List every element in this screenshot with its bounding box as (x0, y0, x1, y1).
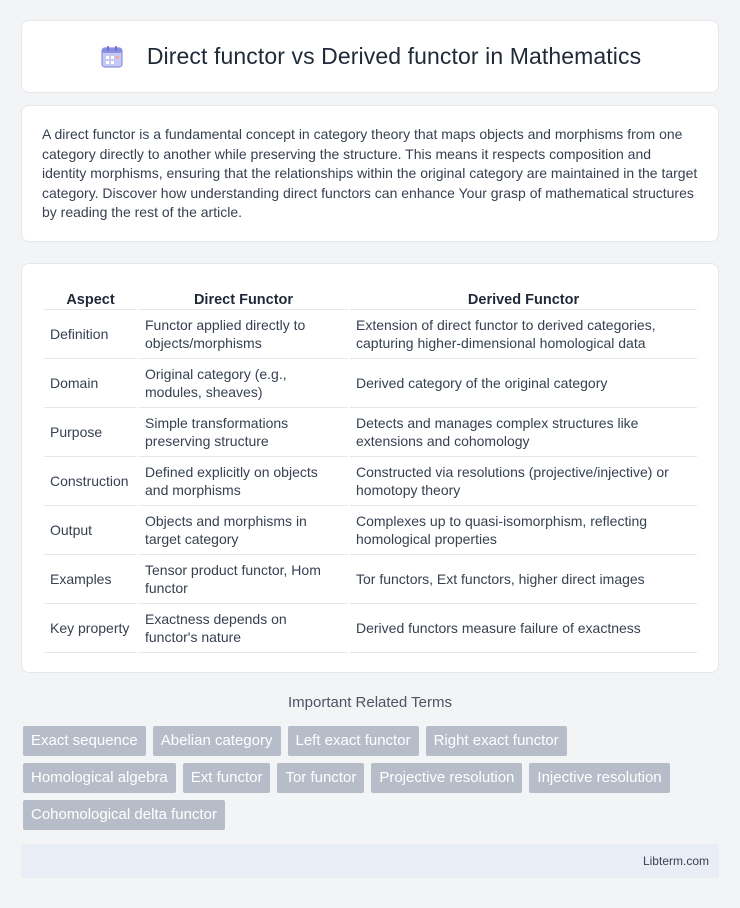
tag-tor-functor[interactable]: Tor functor (277, 763, 364, 793)
row-derived: Extension of direct functor to derived categories, capturing higher-dimensional homological data (350, 310, 697, 359)
table-row (44, 506, 697, 555)
table-row (44, 310, 697, 359)
page-title: Direct functor vs Derived functor in Mathematics (146, 43, 642, 69)
header-card (21, 20, 719, 93)
tag-projective-resolution[interactable]: Projective resolution (371, 763, 522, 793)
row-aspect: Purpose (44, 408, 137, 457)
row-direct: Simple transformations preserving structure (139, 408, 348, 457)
row-aspect: Definition (44, 310, 137, 359)
row-derived: Detects and manages complex structures like extensions and cohomology (350, 408, 697, 457)
table-row (44, 555, 697, 604)
row-derived: Derived functors measure failure of exactness (350, 604, 697, 653)
row-aspect: Domain (44, 359, 137, 408)
row-aspect: Examples (44, 555, 137, 604)
row-direct: Defined explicitly on objects and morphisms (139, 457, 348, 506)
row-derived: Constructed via resolutions (projective/injective) or homotopy theory (350, 457, 697, 506)
row-direct: Original category (e.g., modules, sheaves) (139, 359, 348, 408)
tag-ext-functor[interactable]: Ext functor (183, 763, 271, 793)
table-header-row (44, 284, 697, 310)
row-aspect: Construction (44, 457, 137, 506)
table-row (44, 359, 697, 408)
comparison-table (42, 284, 699, 653)
row-direct: Objects and morphisms in target category (139, 506, 348, 555)
tag-abelian-category[interactable]: Abelian category (153, 726, 281, 756)
tag-right-exact-functor[interactable]: Right exact functor (426, 726, 567, 756)
tag-homological-algebra[interactable]: Homological algebra (23, 763, 176, 793)
table-row (44, 457, 697, 506)
tag-exact-sequence[interactable]: Exact sequence (23, 726, 146, 756)
table-row (44, 408, 697, 457)
column-header-aspect: Aspect (44, 284, 137, 310)
table-row (44, 604, 697, 653)
footer-site-link[interactable]: Libterm.com (642, 854, 709, 868)
tag-injective-resolution[interactable]: Injective resolution (529, 763, 669, 793)
comparison-card (21, 263, 719, 673)
related-terms-title: Important Related Terms (288, 694, 452, 711)
row-direct: Functor applied directly to objects/morphisms (139, 310, 348, 359)
related-terms-list (23, 726, 723, 830)
row-derived: Complexes up to quasi-isomorphism, reflecting homological properties (350, 506, 697, 555)
tag-left-exact-functor[interactable]: Left exact functor (288, 726, 419, 756)
row-derived: Derived category of the original category (350, 359, 697, 408)
row-direct: Tensor product functor, Hom functor (139, 555, 348, 604)
calendar-icon (99, 44, 125, 70)
row-aspect: Output (44, 506, 137, 555)
intro-paragraph: A direct functor is a fundamental concept in category theory that maps objects and morphisms from one category directly to another while preserving the structure. This means it respects composition and identity morphisms, ensuring that the relationships within the original category are maintained in the target category. Discover how understanding direct functors can enhance Your grasp of mathematical structures by reading the rest of the article. (42, 126, 698, 220)
row-aspect: Key property (44, 604, 137, 653)
column-header-direct: Direct Functor (139, 284, 348, 310)
tag-cohomological-delta-functor[interactable]: Cohomological delta functor (23, 800, 225, 830)
row-direct: Exactness depends on functor's nature (139, 604, 348, 653)
footer (21, 844, 719, 878)
column-header-derived: Derived Functor (350, 284, 697, 310)
row-derived: Tor functors, Ext functors, higher direct images (350, 555, 697, 604)
intro-card (21, 105, 719, 242)
